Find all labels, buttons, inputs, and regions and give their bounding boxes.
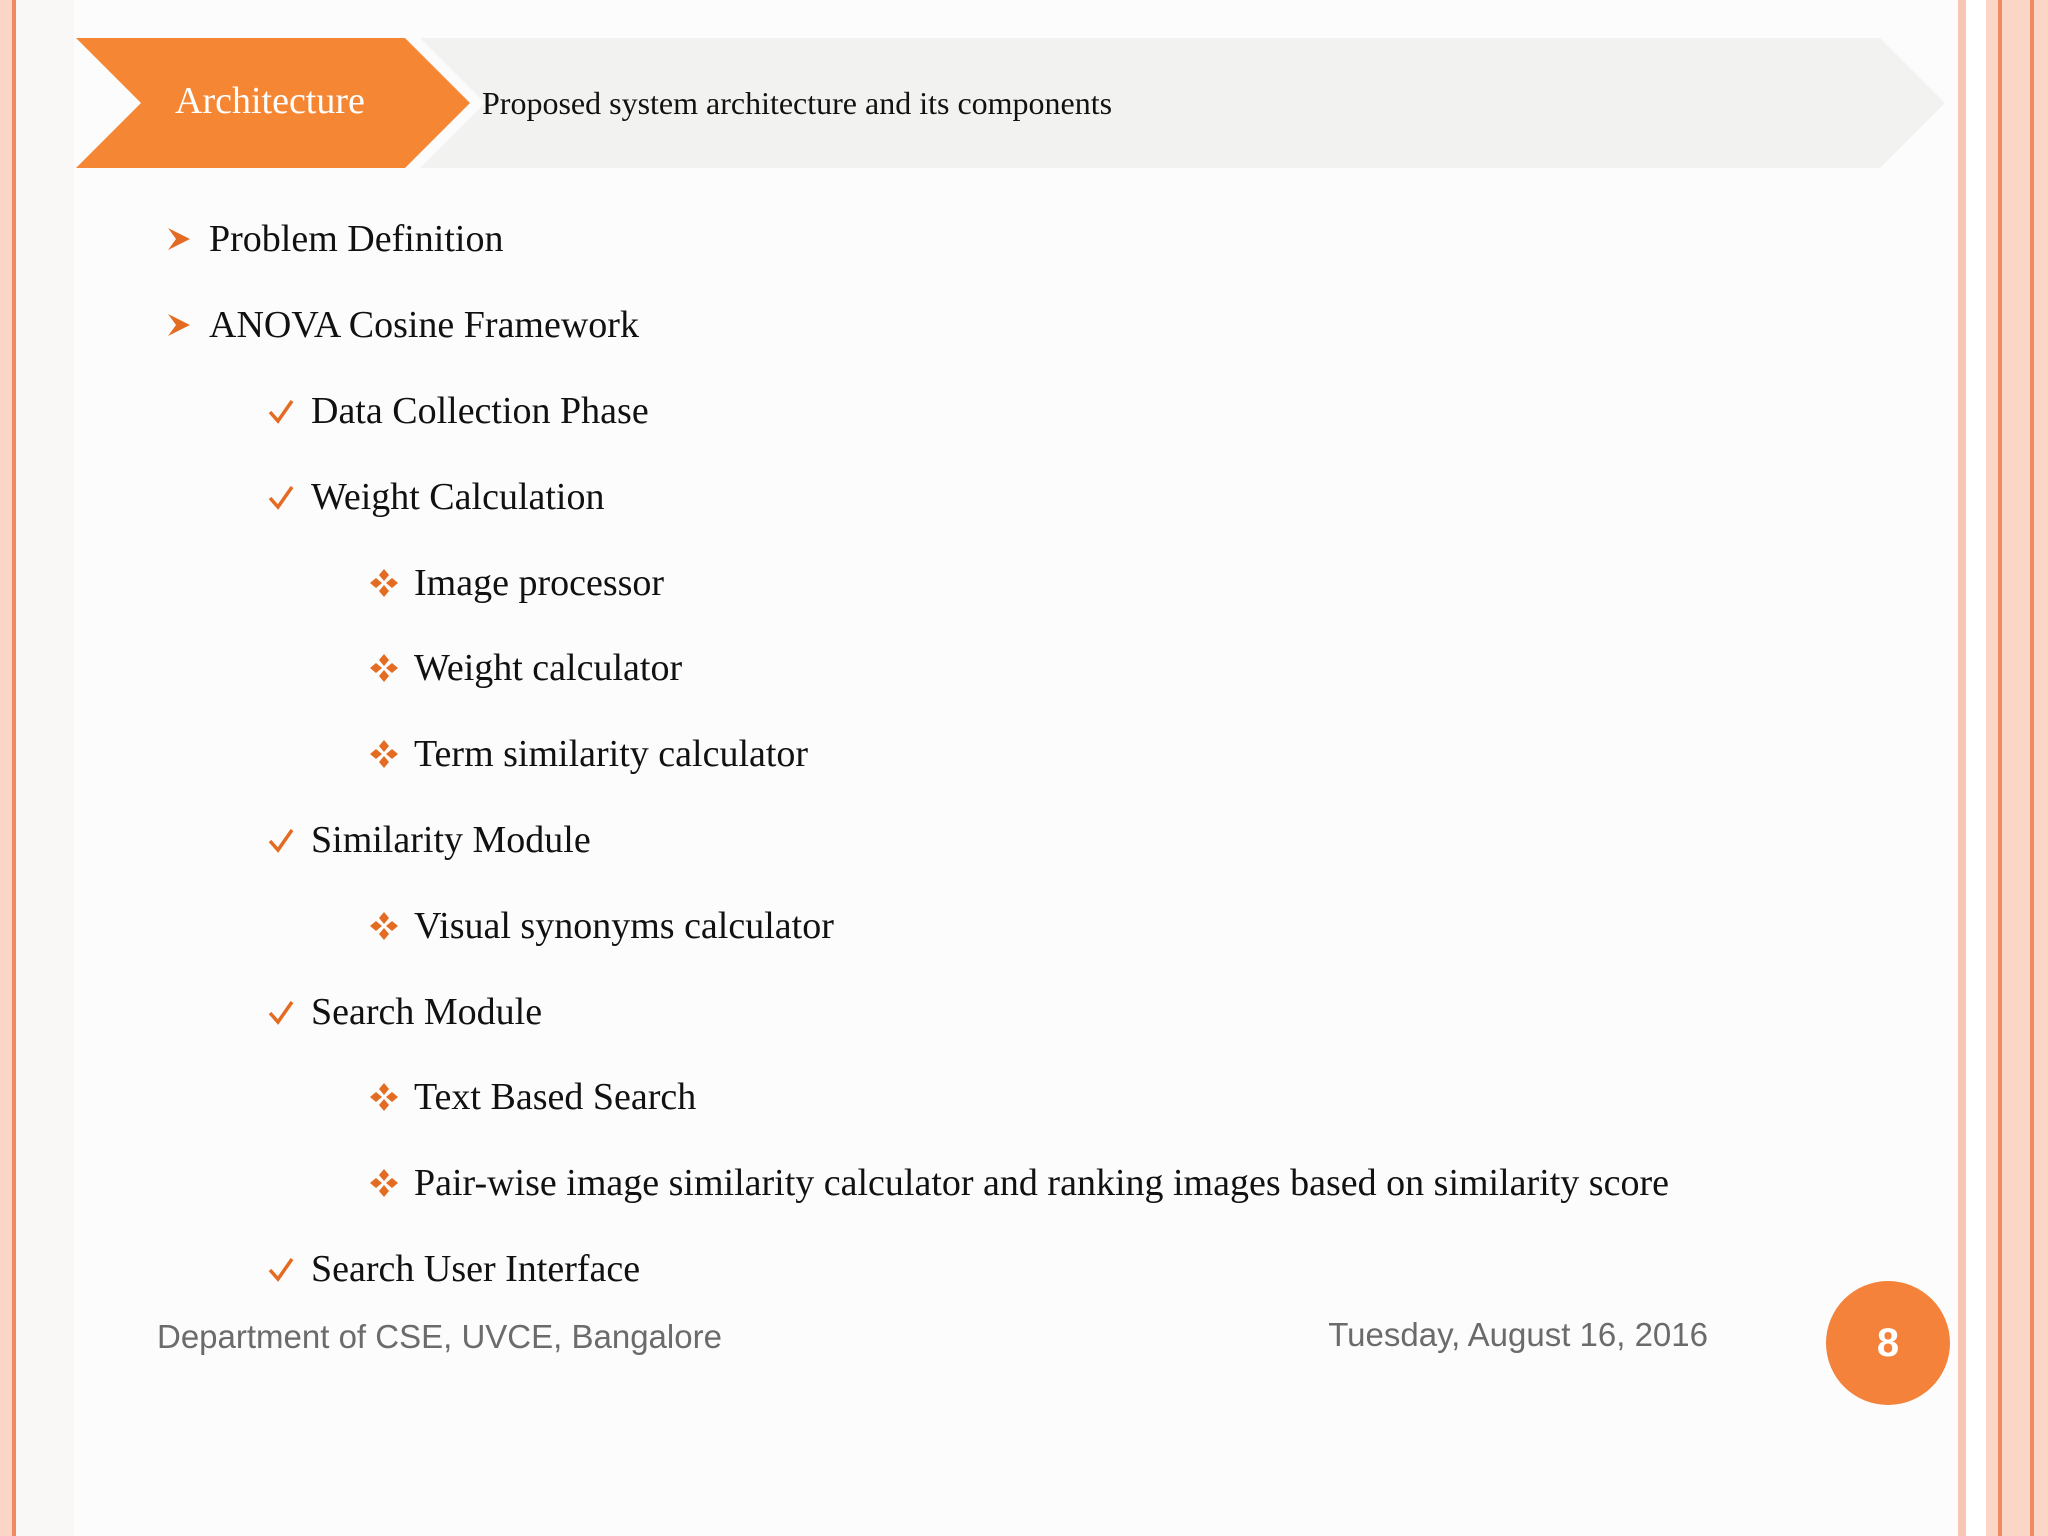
list-item: [257, 1244, 640, 1294]
diamond-cluster-icon: [360, 1082, 408, 1112]
arrow-icon: [155, 226, 203, 252]
list-item-text: Similarity Module: [311, 819, 591, 861]
left-border-band: [0, 0, 12, 1536]
list-item: [257, 815, 591, 865]
right-border-line-1: [1998, 0, 2002, 1536]
checkmark-icon: [257, 826, 305, 854]
section-subtitle: Proposed system architecture and its components: [482, 85, 1113, 121]
list-item: [360, 901, 834, 951]
list-item: [360, 643, 682, 693]
list-item: [360, 729, 808, 779]
diamond-cluster-icon: [360, 1168, 408, 1198]
right-border-gap: [1966, 0, 1986, 1536]
right-border-band-outer: [1986, 0, 2048, 1536]
section-title: Architecture: [175, 80, 365, 122]
list-item: [257, 472, 604, 522]
footer-date: Tuesday, August 16, 2016: [1328, 1316, 1708, 1353]
list-item-text: Weight calculator: [414, 647, 683, 689]
list-item-text: Image processor: [414, 562, 665, 604]
diamond-cluster-icon: [360, 568, 408, 598]
page-number-badge: [1826, 1281, 1950, 1405]
list-item-text: Text Based Search: [414, 1076, 697, 1118]
list-item: [360, 1072, 696, 1122]
right-border-line-2: [2030, 0, 2034, 1536]
list-item-text: ANOVA Cosine Framework: [209, 304, 639, 346]
list-item-text: Data Collection Phase: [311, 390, 649, 432]
left-border-inner: [16, 0, 74, 1536]
list-item: [360, 558, 664, 608]
diamond-cluster-icon: [360, 911, 408, 941]
list-item: [155, 214, 503, 264]
checkmark-icon: [257, 397, 305, 425]
checkmark-icon: [257, 1255, 305, 1283]
page-number: 8: [1876, 1320, 1900, 1365]
checkmark-icon: [257, 998, 305, 1026]
footer-department: Department of CSE, UVCE, Bangalore: [157, 1318, 722, 1355]
list-item: [257, 386, 649, 436]
list-item-text: Problem Definition: [209, 218, 504, 260]
right-border-band-inner: [1958, 0, 1966, 1536]
list-item-text: Search Module: [311, 991, 543, 1033]
list-item-text: Term similarity calculator: [414, 733, 809, 775]
checkmark-icon: [257, 483, 305, 511]
arrow-icon: [155, 312, 203, 338]
list-item-text: Visual synonyms calculator: [414, 905, 834, 947]
diamond-cluster-icon: [360, 653, 408, 683]
list-item: [360, 1158, 1669, 1208]
list-item-text: Pair-wise image similarity calculator and ranking images based on similarity score: [414, 1162, 1669, 1204]
diamond-cluster-icon: [360, 739, 408, 769]
list-item: [257, 987, 542, 1037]
list-item-text: Search User Interface: [311, 1248, 641, 1290]
list-item-text: Weight Calculation: [311, 476, 605, 518]
list-item: [155, 300, 639, 350]
